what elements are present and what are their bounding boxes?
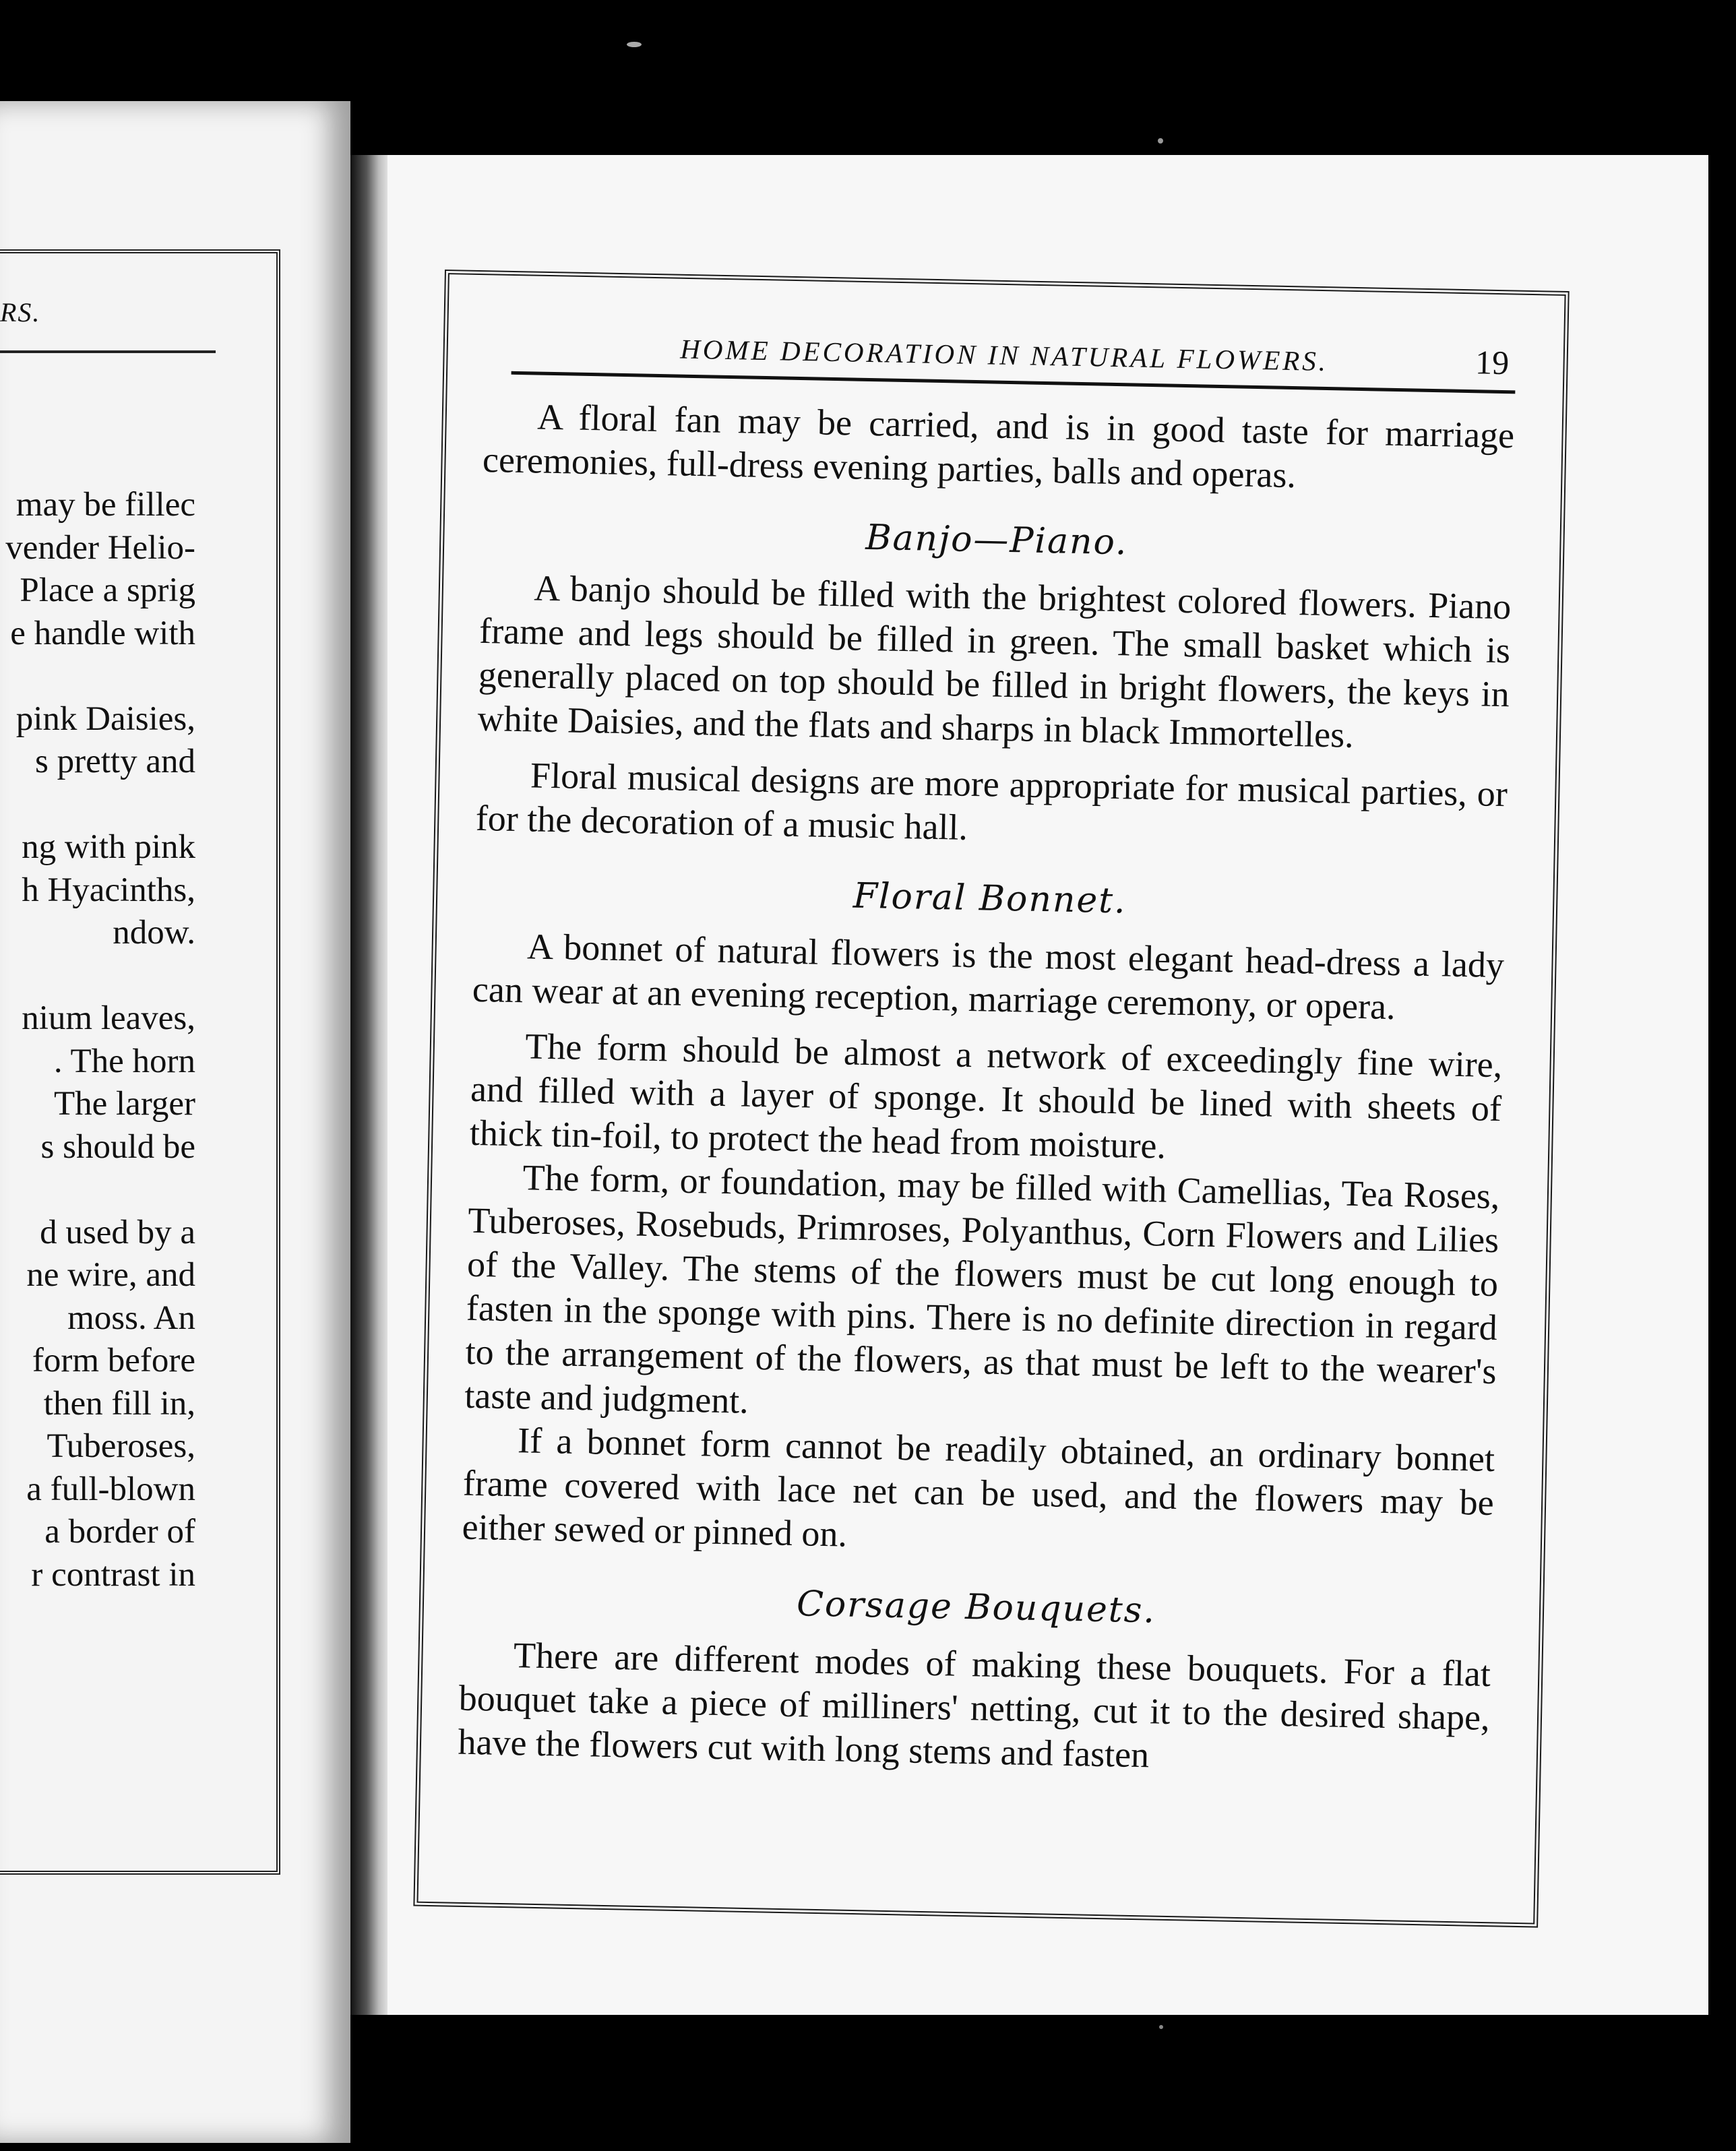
left-page-line: . The horn <box>53 1042 195 1080</box>
left-page-line: pink Daisies, <box>16 699 195 738</box>
left-page-line: then fill in, <box>43 1384 195 1423</box>
left-page <box>0 101 350 2143</box>
left-page-line: s should be <box>40 1127 195 1166</box>
left-page-line: may be fillec <box>16 486 195 524</box>
film-speck <box>1158 138 1163 144</box>
section-heading: Floral Bonnet. <box>852 875 1127 922</box>
left-page-line: s pretty and <box>35 743 195 780</box>
paragraph: If a bonnet form cannot be readily obtained, an ordinary bonnet frame covered with lace net can be used, and the flowers may be either sewed or pinned on. <box>462 1420 1495 1555</box>
film-speck <box>627 42 642 47</box>
paragraph: The form should be almost a network of exceedingly fine wire, and filled with a layer of sponge. It should be lined with sheets of thick tin-foil, to protect the head from moisture. <box>469 1026 1503 1166</box>
left-page-line: The larger <box>53 1085 195 1123</box>
left-page-line: d used by a <box>40 1213 195 1251</box>
left-page-line: r contrast in <box>31 1555 195 1594</box>
book-gutter <box>350 155 391 2015</box>
paragraph: The form, or foundation, may be filled with Camellias, Tea Roses, Tuberoses, Rosebuds, Primroses, Polyanthus, Corn Flowers and Lilies of the Valley. The stems of the flowers must be cut long enough to fasten in the sponge with pins. There is no definite direction in regard to the arrangement of the flowers, as that must be left to the wearer's taste and judgment. <box>464 1157 1500 1421</box>
section-heading: Banjo—Piano. <box>865 517 1129 563</box>
left-page-line: e handle with <box>10 614 195 652</box>
left-page-line: ndow. <box>113 914 195 952</box>
paragraph: A banjo should be filled with the brightest colored flowers. Piano frame and legs should be filled in green. The small basket which is generally placed on top should be filled in bright flowers, the keys in white Daisies, and the flats and sharps in black Immortelles. <box>477 567 1512 755</box>
left-page-line: a full-blown <box>26 1470 195 1508</box>
section-heading: Corsage Bouquets. <box>796 1584 1156 1631</box>
left-page-line: vender Helio- <box>5 528 195 567</box>
left-page-line: form before <box>32 1342 195 1379</box>
running-title: HOME DECORATION IN NATURAL FLOWERS. <box>679 333 1329 377</box>
left-page-line: Place a sprig <box>20 571 195 609</box>
left-page-line: ng with pink <box>22 828 195 866</box>
film-speck <box>1159 2025 1163 2029</box>
left-page-line: a border of <box>44 1513 195 1551</box>
paragraph: A bonnet of natural flowers is the most elegant head-dress a lady can wear at an evening reception, marriage ceremony, or opera. <box>472 926 1505 1028</box>
left-page-line: nium leaves, <box>22 999 195 1037</box>
left-page-line: ne wire, and <box>26 1256 195 1294</box>
left-running-head: RS. <box>0 297 41 328</box>
left-head-rule <box>0 350 216 353</box>
page-number: 19 <box>1475 343 1510 382</box>
paragraph: Floral musical designs are more appropriate for musical parties, or for the decoration of a music hall. <box>475 755 1508 848</box>
left-page-line: Tuberoses, <box>46 1427 195 1465</box>
page-text-block <box>458 323 1516 1784</box>
left-page-line: moss. An <box>67 1299 195 1337</box>
paragraph: There are different modes of making these bouquets. For a flat bouquet take a piece of milliners' netting, cut it to the desired shape, have the flowers cut with long stems and fasten <box>458 1635 1491 1776</box>
intro-paragraph: A floral fan may be carried, and is in good taste for marriage ceremonies, full-dress evening parties, balls and operas. <box>482 396 1515 496</box>
left-page-line: h Hyacinths, <box>22 871 195 909</box>
